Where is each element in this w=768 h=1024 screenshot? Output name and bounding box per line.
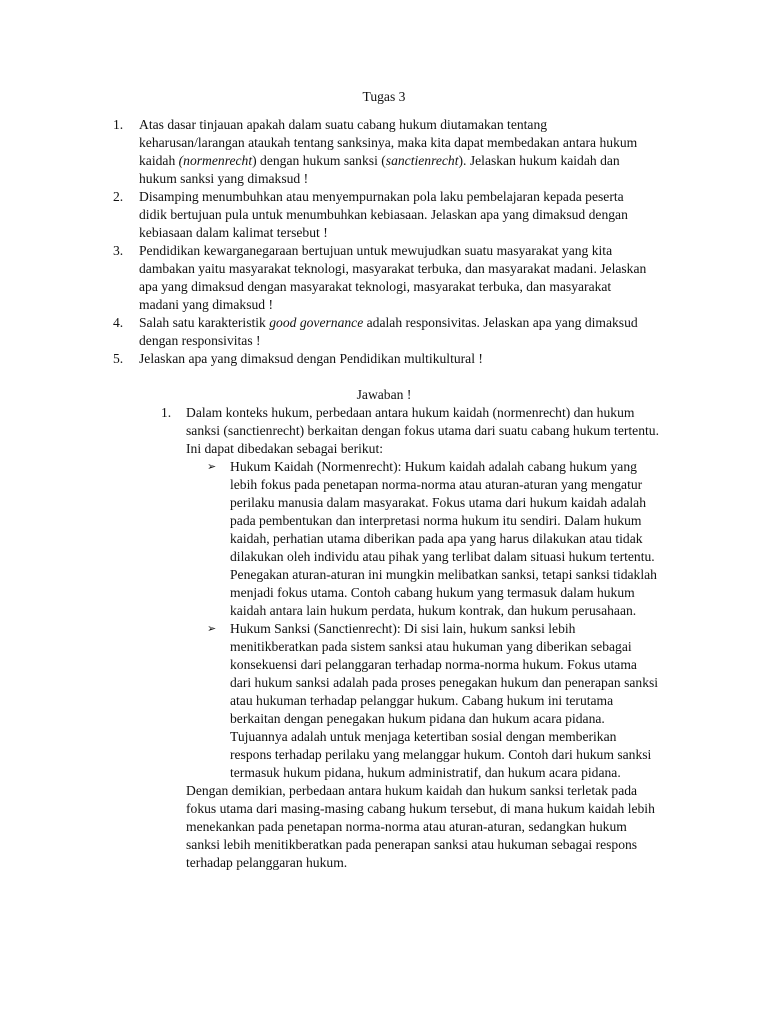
- bullet-text: Hukum Sanksi (Sanctienrecht): Di sisi lain, hukum sanksi lebih menitikberatkan pada sistem sanksi atau hukuman yang diberikan sebagai konsekuensi dari pelanggaran terhadap norma-norma hukum. Fokus utama dari hukum sanksi adalah pada proses penegakan hukum dan penerapan sanksi atau hukuman terhadap pelanggar hukum. Cabang hukum ini terutama berkaitan dengan penegakan hukum pidana dan hukum acara pidana. Tujuannya adalah untuk menjaga ketertiban sosial dengan memberikan respons terhadap perilaku yang melanggar hukum. Contoh dari hukum sanksi termasuk hukum pidana, hukum administratif, dan hukum acara pidana.: [230, 621, 659, 780]
- bullet-item: [207, 620, 661, 782]
- answer-item: [161, 404, 661, 458]
- question-text: Disamping menumbuhkan atau menyempurnakan pola laku pembelajaran kepada peserta didik bertujuan pula untuk menumbuhkan kebiasaan. Jelaskan apa yang dimaksud dengan kebiasaan dalam kalimat tersebut !: [139, 189, 628, 240]
- question-item: [113, 242, 653, 314]
- answer-number: 1.: [161, 405, 172, 420]
- answer-conclusion: Dengan demikian, perbedaan antara hukum kaidah dan hukum sanksi terletak pada fokus utama dari masing-masing cabang hukum tersebut, di mana hukum kaidah lebih menekankan pada penetapan norma-norma atau aturan-aturan, sedangkan hukum sanksi lebih menitikberatkan pada penerapan sanksi atau hukuman sebagai respons terhadap pelanggaran hukum.: [186, 783, 655, 870]
- question-item: [113, 314, 653, 350]
- arrowhead-bullet-icon: ➢: [207, 622, 217, 635]
- bullet-text: Hukum Kaidah (Normenrecht): Hukum kaidah adalah cabang hukum yang lebih fokus pada penetapan norma-norma atau aturan-aturan yang mengatur perilaku manusia dalam masyarakat. Fokus utama dari hukum kaidah adalah pada pembentukan dan interpretasi norma hukum itu sendiri. Dalam hukum kaidah, perhatian utama diberikan pada apa yang harus dilakukan atau tidak dilakukan oleh individu atau pihak yang terlibat dalam situasi hukum tertentu. Penegakan aturan-aturan ini mungkin melibatkan sanksi, tetapi sanksi tidaklah menjadi fokus utama. Contoh cabang hukum yang termasuk dalam hukum kaidah antara lain hukum perdata, hukum kontrak, dan hukum perusahaan.: [230, 459, 657, 618]
- question-number: 1.: [113, 117, 124, 132]
- question-list: [113, 116, 653, 368]
- answer-section: [161, 404, 661, 872]
- question-number: 4.: [113, 315, 124, 330]
- question-text: Pendidikan kewarganegaraan bertujuan untuk mewujudkan suatu masyarakat yang kita dambakan yaitu masyarakat teknologi, masyarakat terbuka, dan masyarakat madani. Jelaskan apa yang dimaksud dengan masyarakat teknologi, masyarakat terbuka, dan masyarakat madani yang dimaksud !: [139, 243, 647, 312]
- answer-bullet-list: [207, 458, 661, 782]
- question-item: [113, 350, 653, 368]
- question-item: [113, 116, 653, 188]
- question-item: [113, 188, 653, 242]
- question-number: 5.: [113, 351, 124, 366]
- question-number: 3.: [113, 243, 124, 258]
- arrowhead-bullet-icon: ➢: [207, 460, 217, 473]
- question-text: Salah satu karakteristik good governance adalah responsivitas. Jelaskan apa yang dimaksud dengan responsivitas !: [139, 315, 638, 348]
- question-number: 2.: [113, 189, 124, 204]
- question-text: Jelaskan apa yang dimaksud dengan Pendidikan multikultural !: [139, 351, 483, 366]
- question-text: Atas dasar tinjauan apakah dalam suatu cabang hukum diutamakan tentang keharusan/larangan ataukah tentang sanksinya, maka kita dapat membedakan antara hukum kaidah (normenrecht) dengan hukum sanksi (sanctienrecht). Jelaskan hukum kaidah dan hukum sanksi yang dimaksud !: [139, 117, 638, 186]
- answer-intro: Dalam konteks hukum, perbedaan antara hukum kaidah (normenrecht) dan hukum sanksi (sanctienrecht) berkaitan dengan fokus utama dari suatu cabang hukum tertentu. Ini dapat dibedakan sebagai berikut:: [186, 405, 659, 456]
- document-title: Tugas 3: [362, 89, 406, 104]
- bullet-item: [207, 458, 661, 620]
- answer-heading: Jawaban !: [356, 387, 412, 402]
